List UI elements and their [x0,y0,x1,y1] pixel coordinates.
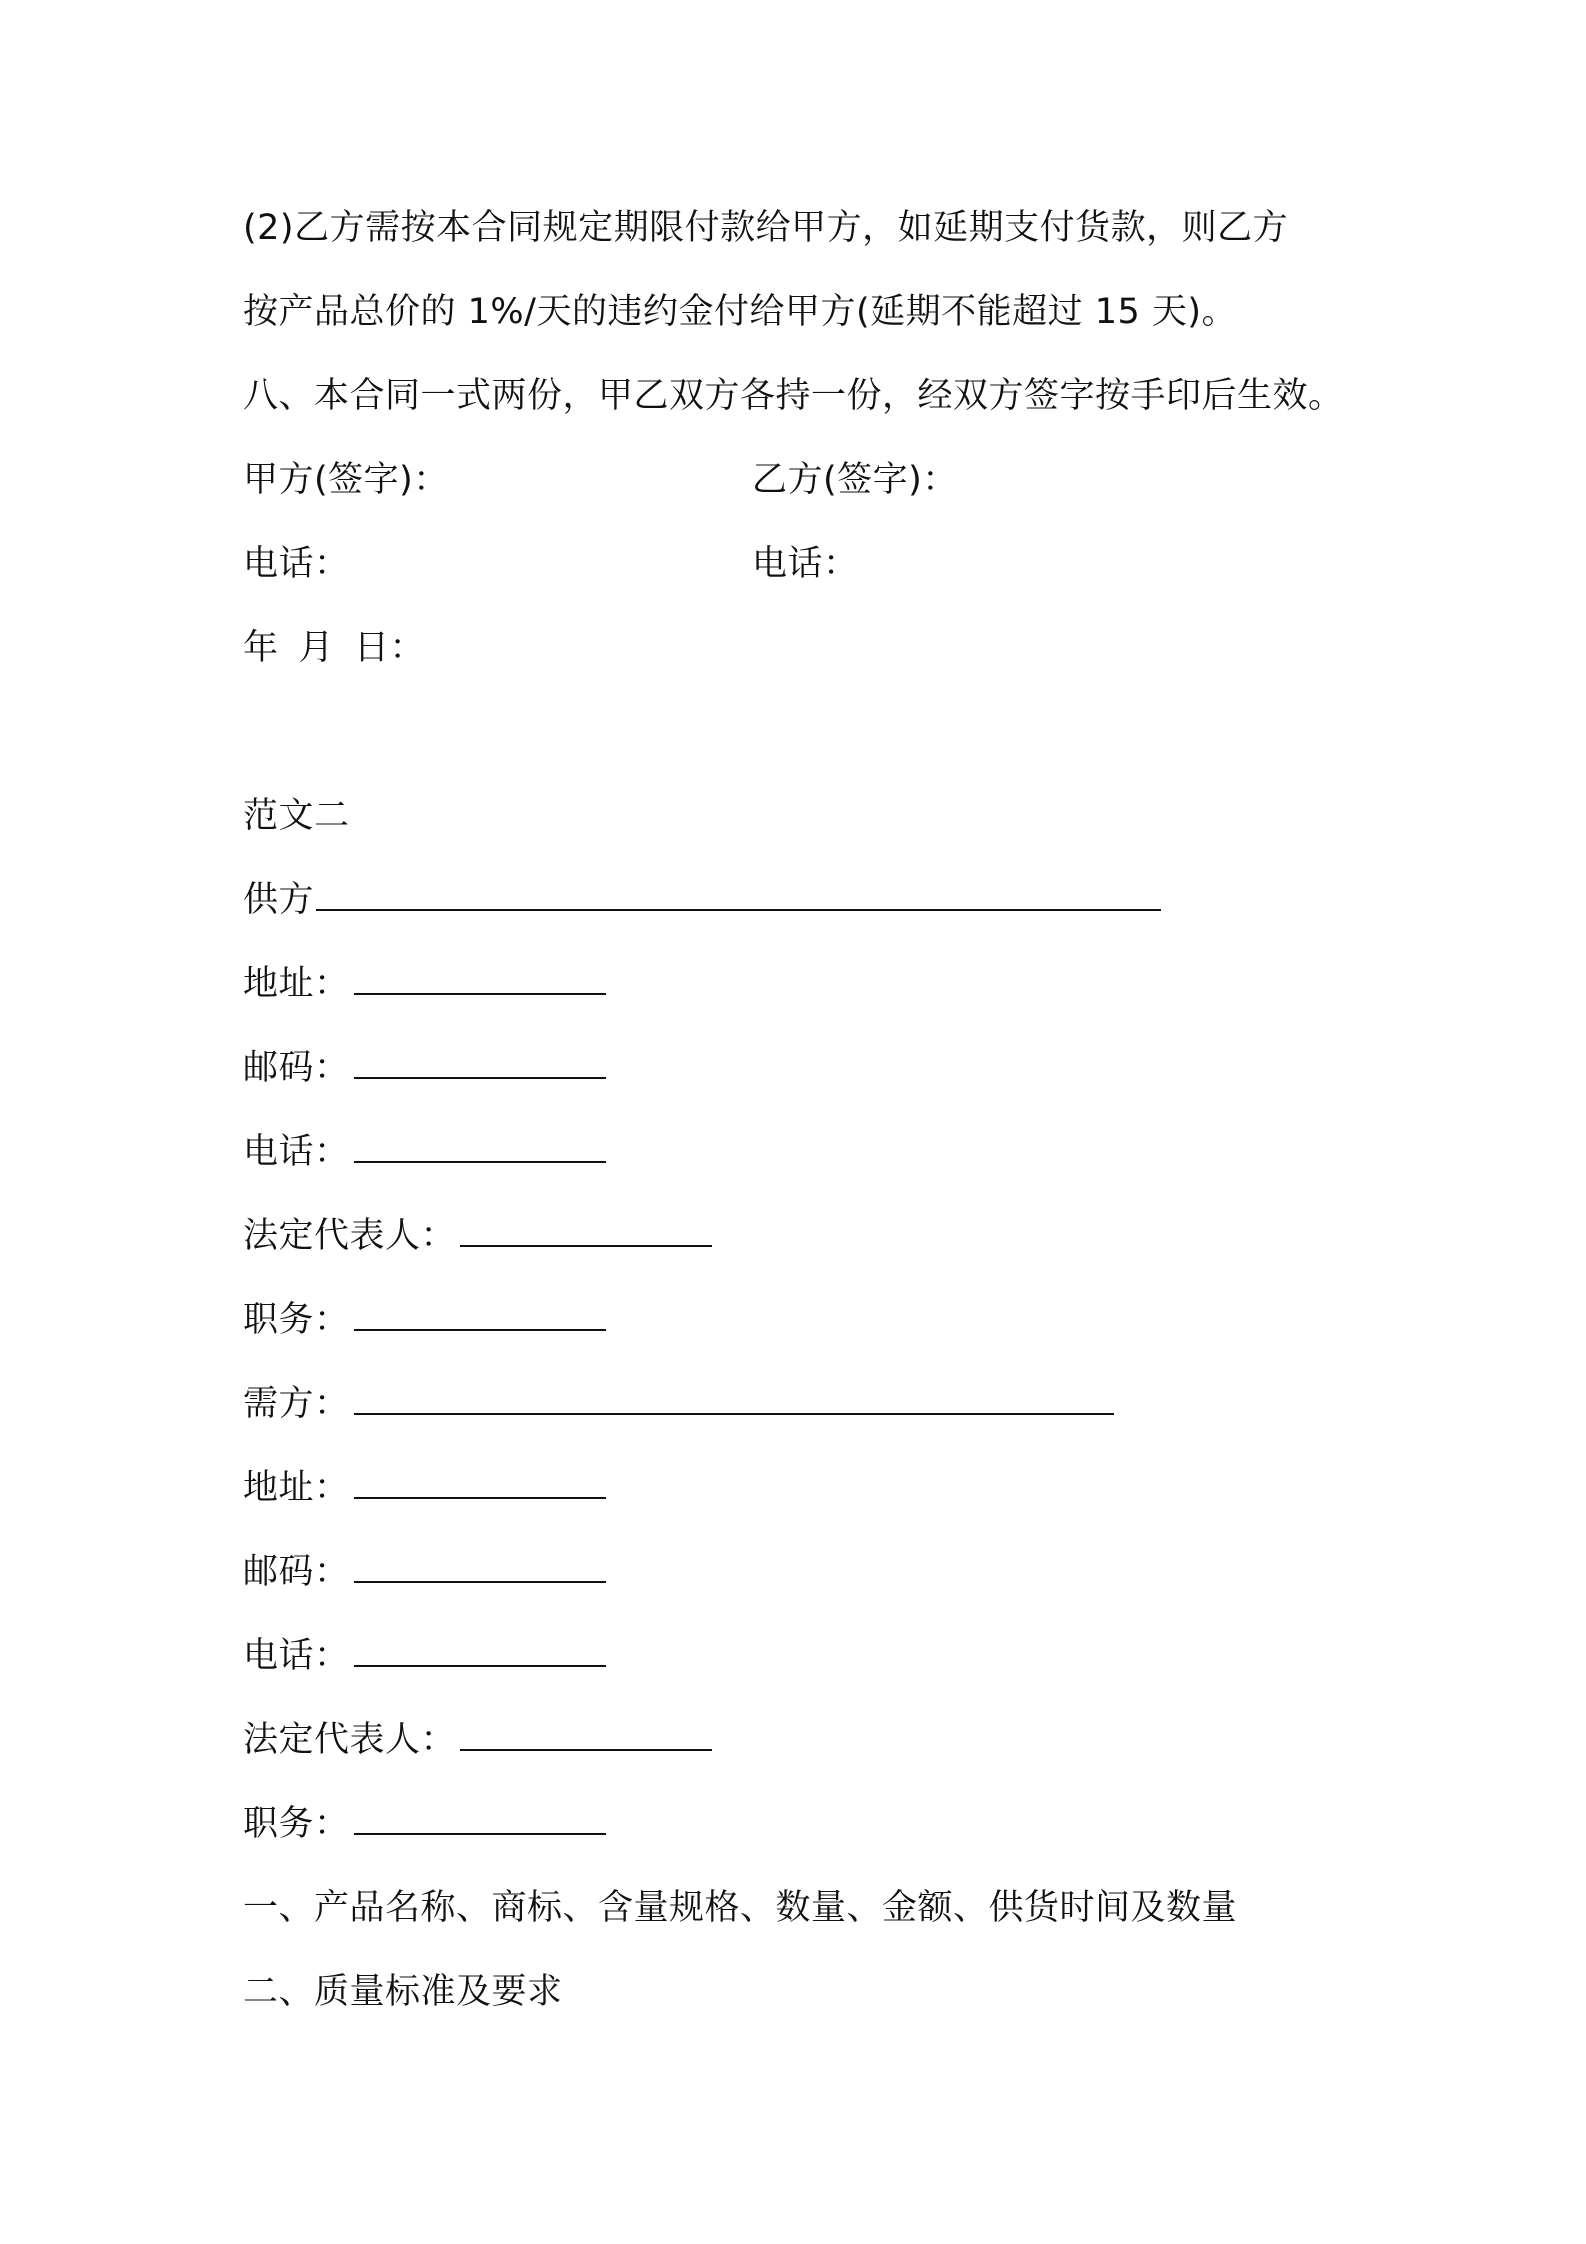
supplier-address-blank [354,963,606,995]
section-two-heading: 二、质量标准及要求 [243,1972,563,2012]
clause-eight: 八、本合同一式两份，甲乙双方各持一份，经双方签字按手印后生效。 [243,376,1344,416]
date-year-label: 年 [243,628,279,668]
party-a-phone-label: 电话： [243,544,350,584]
demander-label: 需方： [243,1384,350,1424]
demander-phone-label: 电话： [243,1636,350,1676]
demander-position-label: 职务： [243,1804,350,1844]
payment-clause-line-1: (2)乙方需按本合同规定期限付款给甲方，如延期支付货款，则乙方 [243,208,1289,248]
demander-legal-rep-label: 法定代表人： [243,1720,457,1760]
supplier-phone-line [243,1130,606,1174]
party-b-signature-label: 乙方(签字)： [752,460,958,500]
party-a-signature-label: 甲方(签字)： [243,460,449,500]
section-one-heading: 一、产品名称、商标、含量规格、数量、金额、供货时间及数量 [243,1888,1238,1928]
supplier-address-label: 地址： [243,964,350,1004]
demander-address-blank [354,1467,606,1499]
supplier-label: 供方 [243,880,315,920]
demander-blank [354,1383,1114,1415]
demander-address-label: 地址： [243,1468,350,1508]
demander-position-line [243,1802,606,1846]
demander-legal-rep-blank [460,1719,712,1751]
demander-postcode-blank [354,1551,606,1583]
sample-two-heading: 范文二 [243,796,350,836]
party-b-phone-label: 电话： [752,544,859,584]
supplier-legal-rep-label: 法定代表人： [243,1216,457,1256]
supplier-blank [316,879,1161,911]
supplier-legal-rep-line [243,1214,712,1258]
supplier-postcode-line [243,1046,606,1090]
demander-postcode-line [243,1550,606,1594]
demander-address-line [243,1466,606,1510]
supplier-position-blank [354,1299,606,1331]
demander-position-blank [354,1803,606,1835]
demander-phone-blank [354,1635,606,1667]
demander-phone-line [243,1634,606,1678]
date-day-label: 日： [354,628,426,668]
payment-clause-line-2: 按产品总价的 1%/天的违约金付给甲方(延期不能超过 15 天)。 [243,292,1238,332]
supplier-position-line [243,1298,606,1342]
supplier-postcode-label: 邮码： [243,1048,350,1088]
supplier-address-line [243,962,606,1006]
demander-postcode-label: 邮码： [243,1552,350,1592]
supplier-phone-label: 电话： [243,1132,350,1172]
supplier-legal-rep-blank [460,1215,712,1247]
supplier-position-label: 职务： [243,1300,350,1340]
demander-legal-rep-line [243,1718,712,1762]
supplier-line [243,878,1161,922]
demander-line [243,1382,1114,1426]
date-month-label: 月 [298,628,335,668]
supplier-postcode-blank [354,1047,606,1079]
supplier-phone-blank [354,1131,606,1163]
date-line [243,626,425,670]
